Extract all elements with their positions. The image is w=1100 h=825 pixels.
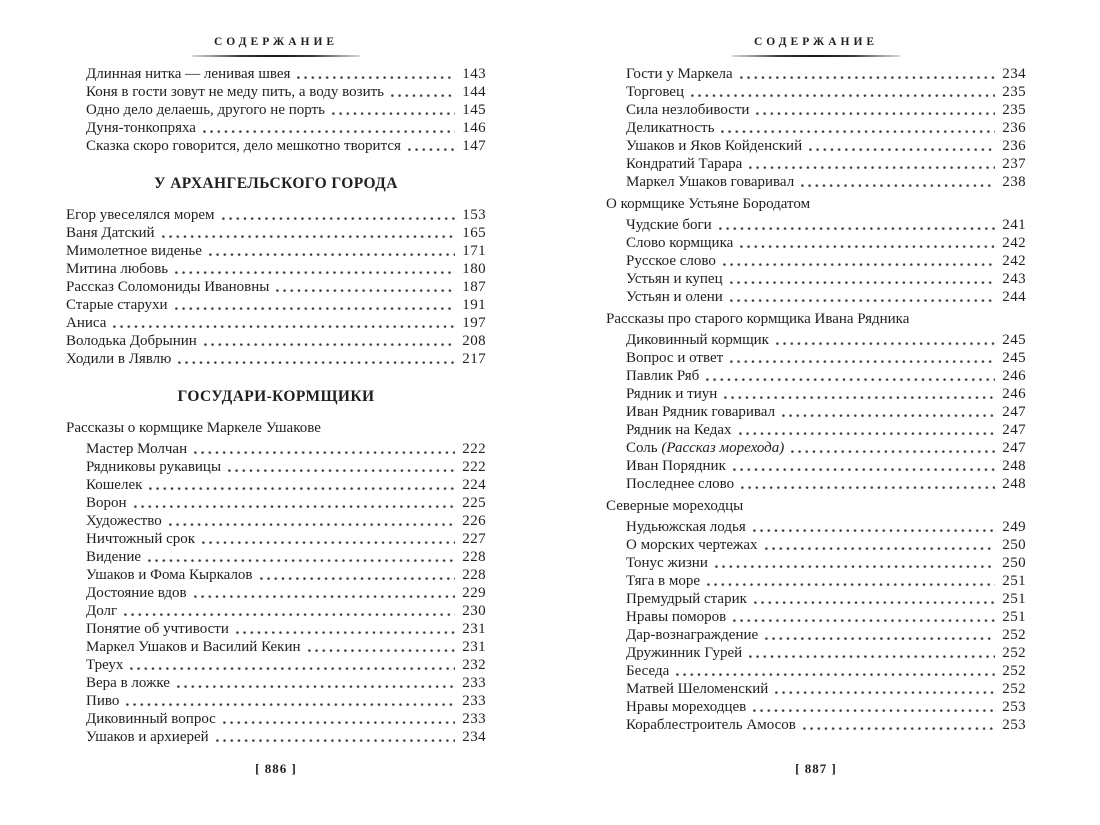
toc-entry-title: Слово кормщика xyxy=(626,235,734,251)
toc-entry[interactable] xyxy=(606,572,1026,590)
toc-entry[interactable] xyxy=(606,385,1026,403)
toc-entry-page: 208 xyxy=(462,333,486,349)
toc-entry[interactable] xyxy=(66,548,486,566)
dot-leader xyxy=(149,476,455,494)
toc-entry-page: 244 xyxy=(1002,289,1026,305)
dot-leader xyxy=(809,137,995,155)
toc-entry[interactable] xyxy=(66,584,486,602)
subsection-heading: Рассказы про старого кормщика Ивана Рядника xyxy=(606,311,910,327)
toc-entry-page: 180 xyxy=(462,261,486,277)
dot-leader xyxy=(177,674,455,692)
dot-leader xyxy=(782,403,995,421)
dot-leader xyxy=(222,206,455,224)
dot-leader xyxy=(194,440,455,458)
right-page xyxy=(606,0,1026,825)
toc-entry[interactable] xyxy=(66,101,486,119)
toc-entry-title: Нравы мореходцев xyxy=(626,699,747,715)
toc-entry[interactable] xyxy=(66,440,486,458)
toc-entry-page: 165 xyxy=(462,225,486,241)
toc-entry-title: Видение xyxy=(86,549,142,565)
dot-leader xyxy=(754,590,995,608)
toc-entry[interactable] xyxy=(66,83,486,101)
toc-entry-page: 241 xyxy=(1002,217,1026,233)
dot-leader xyxy=(308,638,455,656)
dot-leader xyxy=(791,439,995,457)
dot-leader xyxy=(162,224,455,242)
toc-entry[interactable] xyxy=(606,349,1026,367)
toc-entry-page: 247 xyxy=(1002,404,1026,420)
toc-entry-page: 235 xyxy=(1002,102,1026,118)
toc-entry-title: Тяга в море xyxy=(626,573,701,589)
toc-entry[interactable] xyxy=(66,566,486,584)
toc-entry[interactable] xyxy=(606,119,1026,137)
dot-leader xyxy=(753,698,995,716)
toc-entry-title: Нудьюжская лодья xyxy=(626,519,746,535)
toc-entry-page: 197 xyxy=(462,315,486,331)
toc-entry-page: 250 xyxy=(1002,555,1026,571)
dot-leader xyxy=(803,716,995,734)
toc-entry-page: 248 xyxy=(1002,476,1026,492)
dot-leader xyxy=(297,65,455,83)
toc-entry-page: 222 xyxy=(462,441,486,457)
dot-leader xyxy=(228,458,455,476)
toc-entry-page: 225 xyxy=(462,495,486,511)
toc-entry[interactable] xyxy=(606,680,1026,698)
right-running-head xyxy=(606,36,1026,57)
toc-entry[interactable] xyxy=(606,65,1026,83)
subsection-heading: Рассказы о кормщике Маркеле Ушакове xyxy=(66,420,321,436)
toc-blocks xyxy=(606,65,1026,734)
toc-entry-title: Вера в ложке xyxy=(86,675,170,691)
toc-entry-page: 245 xyxy=(1002,332,1026,348)
dot-leader xyxy=(676,662,995,680)
toc-entry-title: Мастер Молчан xyxy=(86,441,188,457)
toc-entry-title: Одно дело делаешь, другого не порть xyxy=(86,102,325,118)
toc-entry-page: 242 xyxy=(1002,253,1026,269)
toc-entry-title: Рядник на Кедах xyxy=(626,422,732,438)
dot-leader xyxy=(260,566,455,584)
toc-entry-page: 191 xyxy=(462,297,486,313)
toc-entry-page: 252 xyxy=(1002,681,1026,697)
toc-entry-title: Пиво xyxy=(86,693,120,709)
toc-entry-page: 187 xyxy=(462,279,486,295)
dot-leader xyxy=(730,288,995,306)
toc-entry[interactable] xyxy=(66,728,486,746)
toc-entry-page: 250 xyxy=(1002,537,1026,553)
toc-entry-title: Дуня-тонкопряха xyxy=(86,120,196,136)
toc-entry-title: Чудские боги xyxy=(626,217,712,233)
toc-entry-title: Рядниковы рукавицы xyxy=(86,459,222,475)
toc-entry-page: 143 xyxy=(462,66,486,82)
dot-leader xyxy=(721,119,995,137)
dot-leader xyxy=(730,270,995,288)
toc-entry[interactable] xyxy=(606,421,1026,439)
dot-leader xyxy=(733,457,995,475)
toc-entry-title: Устьян и олени xyxy=(626,289,723,305)
toc-entry-title: Аниса xyxy=(66,315,107,331)
toc-entry-page: 147 xyxy=(462,138,486,154)
toc-entry-title: Торговец xyxy=(626,84,684,100)
dot-leader xyxy=(775,680,995,698)
toc-entry-page: 252 xyxy=(1002,645,1026,661)
toc-entry[interactable] xyxy=(66,278,486,296)
toc-entry[interactable] xyxy=(606,518,1026,536)
toc-entry-page: 235 xyxy=(1002,84,1026,100)
toc-entry-page: 231 xyxy=(462,621,486,637)
dot-leader xyxy=(765,536,995,554)
dot-leader xyxy=(113,314,455,332)
toc-entry-page: 231 xyxy=(462,639,486,655)
dot-leader xyxy=(203,119,455,137)
toc-entry-page: 233 xyxy=(462,711,486,727)
toc-entry-title: Ничтожный срок xyxy=(86,531,196,547)
dot-leader xyxy=(740,234,995,252)
dot-leader xyxy=(724,385,995,403)
toc-entry[interactable] xyxy=(66,710,486,728)
dot-leader xyxy=(723,252,995,270)
subsection-heading: О кормщике Устьяне Бородатом xyxy=(606,196,811,212)
toc-entry-title: Сказка скоро говорится, дело мешкотно творится xyxy=(86,138,401,154)
toc-entry-page: 245 xyxy=(1002,350,1026,366)
dot-leader xyxy=(332,101,455,119)
toc-entry-title: Митина любовь xyxy=(66,261,169,277)
toc-entry[interactable] xyxy=(66,620,486,638)
toc-entry-title: Ваня Датский xyxy=(66,225,155,241)
dot-leader xyxy=(126,692,455,710)
toc-entry-page: 243 xyxy=(1002,271,1026,287)
toc-entry[interactable] xyxy=(606,475,1026,493)
toc-entry-page: 246 xyxy=(1002,386,1026,402)
toc-entry-title: Егор увеселялся морем xyxy=(66,207,215,223)
toc-entry-page: 145 xyxy=(462,102,486,118)
toc-entry-title: Тонус жизни xyxy=(626,555,708,571)
toc-entry-page: 253 xyxy=(1002,717,1026,733)
toc-entry[interactable] xyxy=(66,530,486,548)
left-page xyxy=(66,0,486,825)
dot-leader xyxy=(130,656,455,674)
toc-entry[interactable] xyxy=(66,314,486,332)
section-heading: У АРХАНГЕЛЬСКОГО ГОРОДА xyxy=(154,175,398,192)
toc-entry-title: Володька Добрынин xyxy=(66,333,197,349)
dot-leader xyxy=(756,101,995,119)
toc-entry-title: Ворон xyxy=(86,495,127,511)
toc-entry[interactable] xyxy=(606,716,1026,734)
toc-entry-title: Ушаков и архиерей xyxy=(86,729,209,745)
toc-entry-title: Ходили в Лявлю xyxy=(66,351,172,367)
toc-entry-page: 242 xyxy=(1002,235,1026,251)
toc-entry-title: Достояние вдов xyxy=(86,585,187,601)
toc-entry[interactable] xyxy=(606,590,1026,608)
toc-entry-page: 153 xyxy=(462,207,486,223)
toc-entry-page: 238 xyxy=(1002,174,1026,190)
toc-entry-page: 252 xyxy=(1002,627,1026,643)
toc-entry-title: Кондратий Тарара xyxy=(626,156,743,172)
toc-entry-page: 237 xyxy=(1002,156,1026,172)
toc-entry-page: 246 xyxy=(1002,368,1026,384)
toc-entry-title: Иван Порядник xyxy=(626,458,726,474)
toc-entry[interactable] xyxy=(66,242,486,260)
dot-leader xyxy=(175,296,455,314)
toc-entry[interactable] xyxy=(606,626,1026,644)
toc-entry-title: Старые старухи xyxy=(66,297,168,313)
dot-leader xyxy=(765,626,995,644)
toc-entry[interactable] xyxy=(66,350,486,368)
toc-entry-title: Премудрый старик xyxy=(626,591,747,607)
toc-entry-page: 217 xyxy=(462,351,486,367)
toc-entry[interactable] xyxy=(66,296,486,314)
toc-entry[interactable] xyxy=(66,137,486,155)
toc-entry[interactable] xyxy=(66,224,486,242)
toc-entry-title: Беседа xyxy=(626,663,670,679)
toc-entry[interactable] xyxy=(606,270,1026,288)
toc-entry-title: Вопрос и ответ xyxy=(626,350,724,366)
toc-entry-page: 234 xyxy=(462,729,486,745)
toc-entry-title: Матвей Шеломенский xyxy=(626,681,769,697)
toc-entry-title: Рядник и тиун xyxy=(626,386,718,402)
toc-entry-title: Маркел Ушаков говаривал xyxy=(626,174,795,190)
dot-leader xyxy=(216,728,455,746)
dot-leader xyxy=(209,242,455,260)
toc-entry-page: 227 xyxy=(462,531,486,547)
contents-heading: СОДЕРЖАНИЕ xyxy=(753,36,879,48)
toc-entry[interactable] xyxy=(66,674,486,692)
toc-entry-title: Иван Рядник говаривал xyxy=(626,404,776,420)
toc-entry-page: 253 xyxy=(1002,699,1026,715)
toc-entry-page: 226 xyxy=(462,513,486,529)
toc-entry-page: 229 xyxy=(462,585,486,601)
toc-entry-page: 233 xyxy=(462,693,486,709)
dot-leader xyxy=(707,572,995,590)
dot-leader xyxy=(276,278,455,296)
toc-entry-title: Маркел Ушаков и Василий Кекин xyxy=(86,639,301,655)
toc-entry-title: О морских чертежах xyxy=(626,537,758,553)
toc-entry[interactable] xyxy=(606,216,1026,234)
toc-entry-page: 228 xyxy=(462,549,486,565)
toc-entry[interactable] xyxy=(606,234,1026,252)
toc-blocks xyxy=(66,65,486,746)
toc-entry-page: 230 xyxy=(462,603,486,619)
toc-entry[interactable] xyxy=(606,644,1026,662)
dot-leader xyxy=(719,216,995,234)
dot-leader xyxy=(715,554,995,572)
dot-leader xyxy=(730,349,995,367)
toc-entry-page: 247 xyxy=(1002,440,1026,456)
dot-leader xyxy=(706,367,995,385)
toc-entry-title: Дружинник Гурей xyxy=(626,645,743,661)
toc-entry[interactable] xyxy=(66,692,486,710)
toc-entry[interactable] xyxy=(606,137,1026,155)
toc-entry[interactable] xyxy=(606,662,1026,680)
toc-entry-title: Диковинный кормщик xyxy=(626,332,769,348)
toc-entry-page: 251 xyxy=(1002,591,1026,607)
toc-entry-page: 236 xyxy=(1002,120,1026,136)
toc-entry-title: Дар-вознаграждение xyxy=(626,627,759,643)
toc-entry[interactable] xyxy=(606,536,1026,554)
dot-leader xyxy=(148,548,455,566)
dot-leader xyxy=(169,512,455,530)
folio-page-number: [ 887 ] xyxy=(795,761,837,776)
subsection-heading: Северные мореходцы xyxy=(606,498,744,514)
dot-leader xyxy=(739,421,995,439)
dot-leader xyxy=(391,83,455,101)
toc-entry[interactable] xyxy=(66,65,486,83)
dot-leader xyxy=(223,710,455,728)
toc-entry-title: Понятие об учтивости xyxy=(86,621,229,637)
toc-entry[interactable] xyxy=(606,83,1026,101)
toc-entry-page: 171 xyxy=(462,243,486,259)
toc-entry[interactable] xyxy=(66,512,486,530)
toc-entry-page: 233 xyxy=(462,675,486,691)
toc-entry-page: 146 xyxy=(462,120,486,136)
toc-entry[interactable] xyxy=(66,494,486,512)
toc-entry[interactable] xyxy=(66,458,486,476)
toc-entry-page: 251 xyxy=(1002,609,1026,625)
toc-entry[interactable] xyxy=(606,608,1026,626)
toc-entry-page: 232 xyxy=(462,657,486,673)
dot-leader xyxy=(741,475,995,493)
toc-entry-title: Гости у Маркела xyxy=(626,66,733,82)
dot-leader xyxy=(749,644,995,662)
toc-entry[interactable] xyxy=(606,252,1026,270)
toc-entry[interactable] xyxy=(606,457,1026,475)
toc-entry-title: Ушаков и Яков Койденский xyxy=(626,138,803,154)
dot-leader xyxy=(202,530,455,548)
toc-entry[interactable] xyxy=(606,331,1026,349)
toc-entry-title: Кораблестроитель Амосов xyxy=(626,717,796,733)
toc-entry-page: 234 xyxy=(1002,66,1026,82)
dot-leader xyxy=(691,83,995,101)
toc-entry-page: 252 xyxy=(1002,663,1026,679)
toc-entry-title: Кошелек xyxy=(86,477,143,493)
toc-entry[interactable] xyxy=(606,367,1026,385)
toc-entry[interactable] xyxy=(66,206,486,224)
toc-entry-title: Павлик Ряб xyxy=(626,368,700,384)
dot-leader xyxy=(204,332,455,350)
dot-leader xyxy=(733,608,995,626)
toc-entry-title: Художество xyxy=(86,513,162,529)
toc-entry[interactable] xyxy=(66,656,486,674)
heading-rule-ornament xyxy=(192,55,360,57)
toc-entry-page: 251 xyxy=(1002,573,1026,589)
toc-entry[interactable] xyxy=(66,638,486,656)
toc-entry[interactable] xyxy=(606,101,1026,119)
toc-entry-page: 144 xyxy=(462,84,486,100)
toc-entry-page: 236 xyxy=(1002,138,1026,154)
toc-entry-title: Соль (Рассказ морехода) xyxy=(626,440,785,456)
toc-entry-title: Треух xyxy=(86,657,124,673)
toc-entry-title: Русское слово xyxy=(626,253,716,269)
folio-page-number: [ 886 ] xyxy=(255,761,297,776)
toc-entry-title: Длинная нитка — ленивая швея xyxy=(86,66,291,82)
toc-entry-page: 228 xyxy=(462,567,486,583)
toc-entry[interactable] xyxy=(606,698,1026,716)
dot-leader xyxy=(408,137,455,155)
dot-leader xyxy=(801,173,995,191)
left-running-head xyxy=(66,36,486,57)
toc-entry-title-italic: (Рассказ морехода) xyxy=(657,440,785,456)
toc-entry[interactable] xyxy=(606,439,1026,457)
toc-entry-title: Коня в гости зовут не меду пить, а воду возить xyxy=(86,84,385,100)
toc-entry[interactable] xyxy=(606,554,1026,572)
dot-leader xyxy=(753,518,995,536)
toc-entry-title: Диковинный вопрос xyxy=(86,711,216,727)
toc-entry-title: Нравы поморов xyxy=(626,609,727,625)
toc-entry-title: Сила незлобивости xyxy=(626,102,750,118)
heading-rule-ornament xyxy=(732,55,900,57)
toc-entry[interactable] xyxy=(606,403,1026,421)
toc-entry[interactable] xyxy=(606,155,1026,173)
dot-leader xyxy=(134,494,455,512)
toc-entry[interactable] xyxy=(606,288,1026,306)
toc-entry-title: Рассказ Соломониды Ивановны xyxy=(66,279,270,295)
toc-entry[interactable] xyxy=(66,119,486,137)
toc-entry-page: 249 xyxy=(1002,519,1026,535)
toc-entry-title: Долг xyxy=(86,603,118,619)
dot-leader xyxy=(776,331,995,349)
dot-leader xyxy=(749,155,995,173)
toc-entry[interactable] xyxy=(66,332,486,350)
toc-entry[interactable] xyxy=(66,260,486,278)
dot-leader xyxy=(194,584,455,602)
contents-heading: СОДЕРЖАНИЕ xyxy=(213,36,339,48)
toc-entry-title: Деликатность xyxy=(626,120,715,136)
toc-entry-title: Ушаков и Фома Кыркалов xyxy=(86,567,253,583)
toc-entry-page: 224 xyxy=(462,477,486,493)
section-heading: ГОСУДАРИ-КОРМЩИКИ xyxy=(177,388,375,405)
toc-entry[interactable] xyxy=(606,173,1026,191)
dot-leader xyxy=(178,350,455,368)
dot-leader xyxy=(124,602,455,620)
toc-entry-title: Мимолетное виденье xyxy=(66,243,202,259)
toc-entry[interactable] xyxy=(66,602,486,620)
dot-leader xyxy=(740,65,995,83)
toc-entry-title: Устьян и купец xyxy=(626,271,723,287)
dot-leader xyxy=(236,620,455,638)
toc-entry-page: 222 xyxy=(462,459,486,475)
toc-entry-title: Последнее слово xyxy=(626,476,735,492)
dot-leader xyxy=(175,260,455,278)
toc-entry[interactable] xyxy=(66,476,486,494)
toc-entry-page: 248 xyxy=(1002,458,1026,474)
toc-entry-page: 247 xyxy=(1002,422,1026,438)
